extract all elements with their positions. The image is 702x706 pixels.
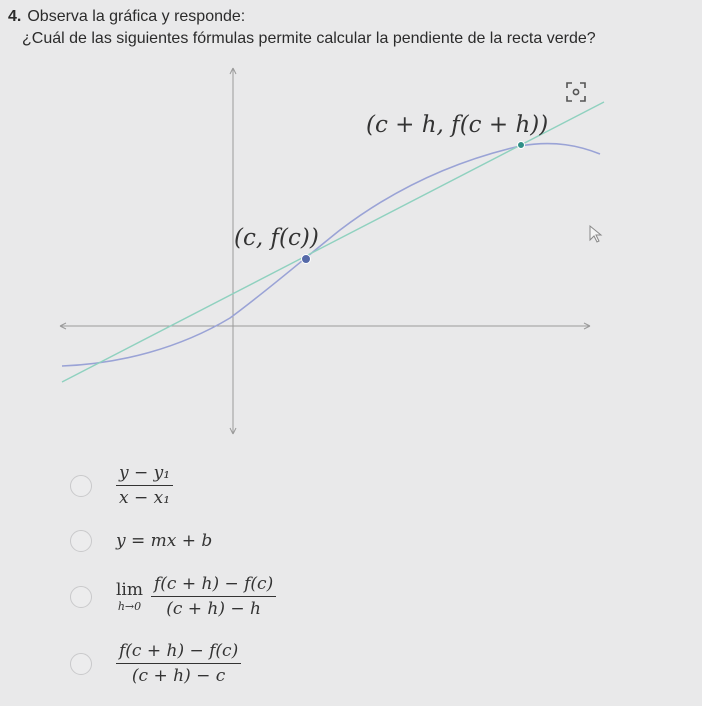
function-curve: [62, 144, 600, 366]
question-title: Observa la gráfica y responde:: [27, 8, 246, 25]
cursor-icon: [590, 226, 601, 242]
fullscreen-icon[interactable]: [567, 83, 585, 101]
option-3-lim-subscript: h→0: [117, 600, 142, 613]
option-2[interactable]: [70, 530, 212, 552]
option-2-expression: y = mx + b: [116, 531, 213, 551]
option-3-denominator: (c + h) − h: [166, 599, 261, 619]
option-4-numerator: f(c + h) − f(c): [116, 641, 241, 664]
option-3-limit: [116, 580, 143, 613]
option-3-radio[interactable]: [70, 586, 92, 608]
label-point-c: (c, f(c)): [234, 225, 319, 251]
option-4-fraction: [116, 641, 241, 686]
option-1-fraction: [116, 463, 173, 508]
option-3-numerator: f(c + h) − f(c): [151, 574, 276, 597]
option-4[interactable]: [70, 641, 241, 686]
option-1-radio[interactable]: [70, 475, 92, 497]
option-3-lim-word: lim: [116, 580, 143, 600]
option-4-denominator: (c + h) − c: [131, 666, 226, 686]
option-4-radio[interactable]: [70, 653, 92, 675]
point-c: [302, 255, 311, 264]
option-2-radio[interactable]: [70, 530, 92, 552]
option-1-numerator: y − y₁: [116, 463, 173, 486]
option-1[interactable]: [70, 463, 173, 508]
label-point-c-plus-h: (c + h, f(c + h)): [366, 112, 549, 138]
question-prompt: ¿Cuál de las siguientes fórmulas permite calcular la pendiente de la recta verde?: [22, 30, 596, 47]
option-3-fraction: [151, 574, 276, 619]
option-1-denominator: x − x₁: [119, 488, 171, 508]
question-number: 4.: [8, 8, 22, 25]
point-c-plus-h: [518, 142, 525, 149]
option-3[interactable]: [70, 574, 276, 619]
